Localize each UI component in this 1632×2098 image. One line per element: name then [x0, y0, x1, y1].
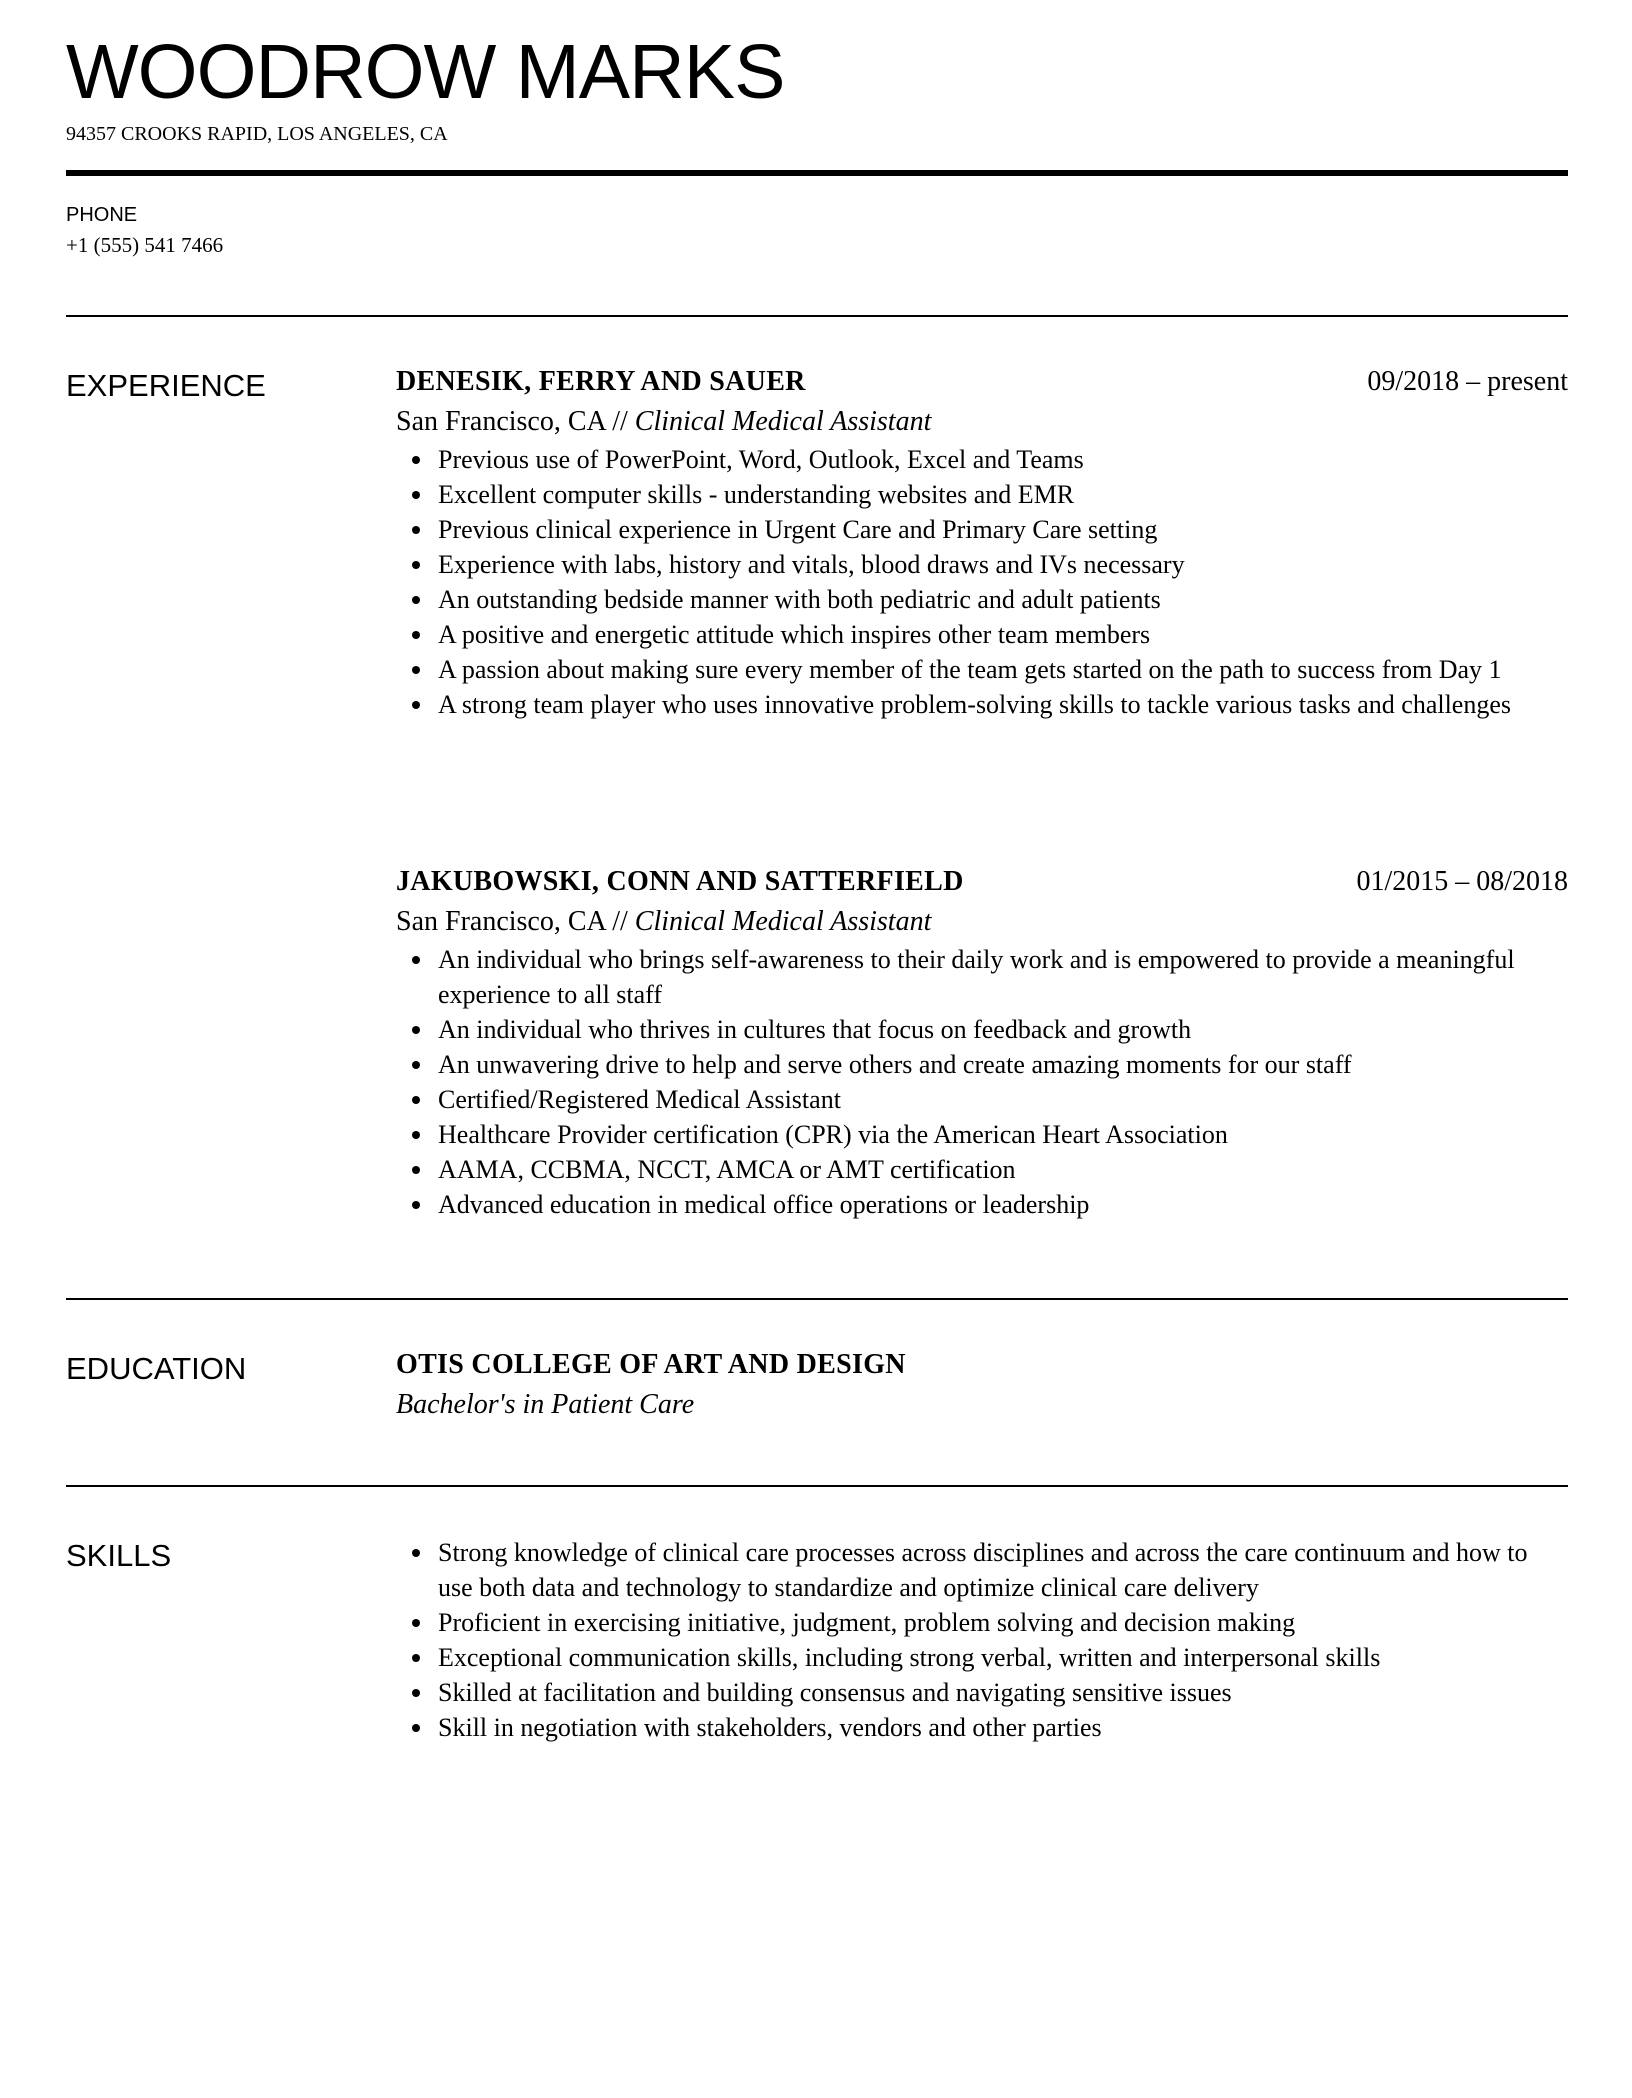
list-item-text: An individual who thrives in cultures that focus on feedback and growth: [438, 1015, 1192, 1044]
bullet-icon: [412, 1166, 420, 1174]
list-item: [396, 477, 1568, 512]
bullet-icon: [412, 1026, 420, 1034]
list-item: [396, 1047, 1568, 1082]
education-school: OTIS COLLEGE OF ART AND DESIGN: [396, 1349, 906, 1380]
bullet-icon: [412, 1061, 420, 1069]
job-bullets: [396, 942, 1568, 1222]
list-item-text: An individual who brings self-awareness to their daily work and is empowered to provide a meaningful experience to all staff: [438, 945, 1515, 1009]
bullet-icon: [412, 1689, 420, 1697]
list-item-text: AAMA, CCBMA, NCCT, AMCA or AMT certification: [438, 1155, 1016, 1184]
bullet-icon: [412, 1096, 420, 1104]
list-item: [396, 687, 1568, 722]
candidate-address: 94357 CROOKS RAPID, LOS ANGELES, CA: [66, 123, 448, 145]
experience-job: [396, 362, 1568, 722]
bullet-icon: [412, 1549, 420, 1557]
job-bullets: [396, 442, 1568, 722]
list-item-text: A positive and energetic attitude which inspires other team members: [438, 620, 1151, 649]
list-item: [396, 652, 1568, 687]
bullet-icon: [412, 666, 420, 674]
candidate-name: WOODROW MARKS: [66, 29, 785, 115]
bullet-icon: [412, 561, 420, 569]
bullet-icon: [412, 701, 420, 709]
phone-value: +1 (555) 541 7466: [66, 233, 224, 257]
header-divider: [66, 170, 1568, 176]
list-item: [396, 1012, 1568, 1047]
list-item-text: An unwavering drive to help and serve others and create amazing moments for our staff: [438, 1050, 1352, 1079]
skills-list-block: [396, 1535, 1568, 1745]
job-role: Clinical Medical Assistant: [634, 406, 932, 437]
bullet-icon: [412, 456, 420, 464]
job-role: Clinical Medical Assistant: [634, 906, 932, 937]
experience-job: [396, 862, 1568, 1222]
list-item-text: Experience with labs, history and vitals, blood draws and IVs necessary: [438, 550, 1185, 579]
bullet-icon: [412, 1724, 420, 1732]
list-item: [396, 1710, 1568, 1745]
list-item: [396, 1605, 1568, 1640]
experience-heading: EXPERIENCE: [66, 368, 266, 403]
job-location: San Francisco, CA: [396, 406, 606, 437]
list-item: [396, 1082, 1568, 1117]
list-item-text: Healthcare Provider certification (CPR) via the American Heart Association: [438, 1120, 1228, 1149]
bullet-icon: [412, 956, 420, 964]
list-item: [396, 617, 1568, 652]
section-divider: [66, 315, 1568, 317]
list-item-text: Certified/Registered Medical Assistant: [438, 1085, 841, 1114]
list-item: [396, 547, 1568, 582]
bullet-icon: [412, 491, 420, 499]
list-item: [396, 512, 1568, 547]
job-separator: //: [605, 406, 635, 437]
job-company: JAKUBOWSKI, CONN AND SATTERFIELD: [396, 866, 964, 897]
job-company: DENESIK, FERRY AND SAUER: [396, 366, 806, 397]
bullet-icon: [412, 596, 420, 604]
list-item-text: An outstanding bedside manner with both pediatric and adult patients: [438, 585, 1161, 614]
education-degree: Bachelor's in Patient Care: [396, 1389, 695, 1420]
list-item-text: Skill in negotiation with stakeholders, vendors and other parties: [438, 1713, 1102, 1742]
list-item: [396, 442, 1568, 477]
education-heading: EDUCATION: [66, 1351, 247, 1386]
list-item: [396, 1187, 1568, 1222]
list-item-text: Previous use of PowerPoint, Word, Outlook, Excel and Teams: [438, 445, 1084, 474]
list-item-text: Skilled at facilitation and building consensus and navigating sensitive issues: [438, 1678, 1232, 1707]
skills-list: [396, 1535, 1568, 1745]
list-item: [396, 582, 1568, 617]
job-dates: 09/2018 – present: [1367, 366, 1568, 397]
list-item-text: Excellent computer skills - understanding websites and EMR: [438, 480, 1075, 509]
job-location: San Francisco, CA: [396, 906, 606, 937]
list-item-text: Previous clinical experience in Urgent Care and Primary Care setting: [438, 515, 1158, 544]
list-item: [396, 1152, 1568, 1187]
education-entry: [396, 1345, 1568, 1425]
list-item: [396, 1675, 1568, 1710]
bullet-icon: [412, 526, 420, 534]
list-item-text: Advanced education in medical office operations or leadership: [438, 1190, 1090, 1219]
skills-heading: SKILLS: [66, 1538, 172, 1573]
bullet-icon: [412, 1201, 420, 1209]
job-location-role: [396, 902, 1568, 942]
list-item-text: Exceptional communication skills, including strong verbal, written and interpersonal skills: [438, 1643, 1381, 1672]
list-item: [396, 1535, 1568, 1605]
job-dates: 01/2015 – 08/2018: [1356, 866, 1568, 897]
list-item-text: A strong team player who uses innovative problem-solving skills to tackle various tasks and challenges: [438, 690, 1512, 719]
bullet-icon: [412, 1654, 420, 1662]
bullet-icon: [412, 1619, 420, 1627]
list-item: [396, 1117, 1568, 1152]
list-item: [396, 942, 1568, 1012]
job-location-role: [396, 402, 1568, 442]
list-item-text: Strong knowledge of clinical care processes across disciplines and across the care continuum and how to use both data and technology to standardize and optimize clinical care delivery: [438, 1538, 1528, 1602]
phone-label: PHONE: [66, 204, 138, 226]
list-item: [396, 1640, 1568, 1675]
bullet-icon: [412, 631, 420, 639]
list-item-text: A passion about making sure every member of the team gets started on the path to success from Day 1: [438, 655, 1502, 684]
section-divider: [66, 1485, 1568, 1487]
list-item-text: Proficient in exercising initiative, judgment, problem solving and decision making: [438, 1608, 1296, 1637]
bullet-icon: [412, 1131, 420, 1139]
job-separator: //: [605, 906, 635, 937]
section-divider: [66, 1298, 1568, 1300]
